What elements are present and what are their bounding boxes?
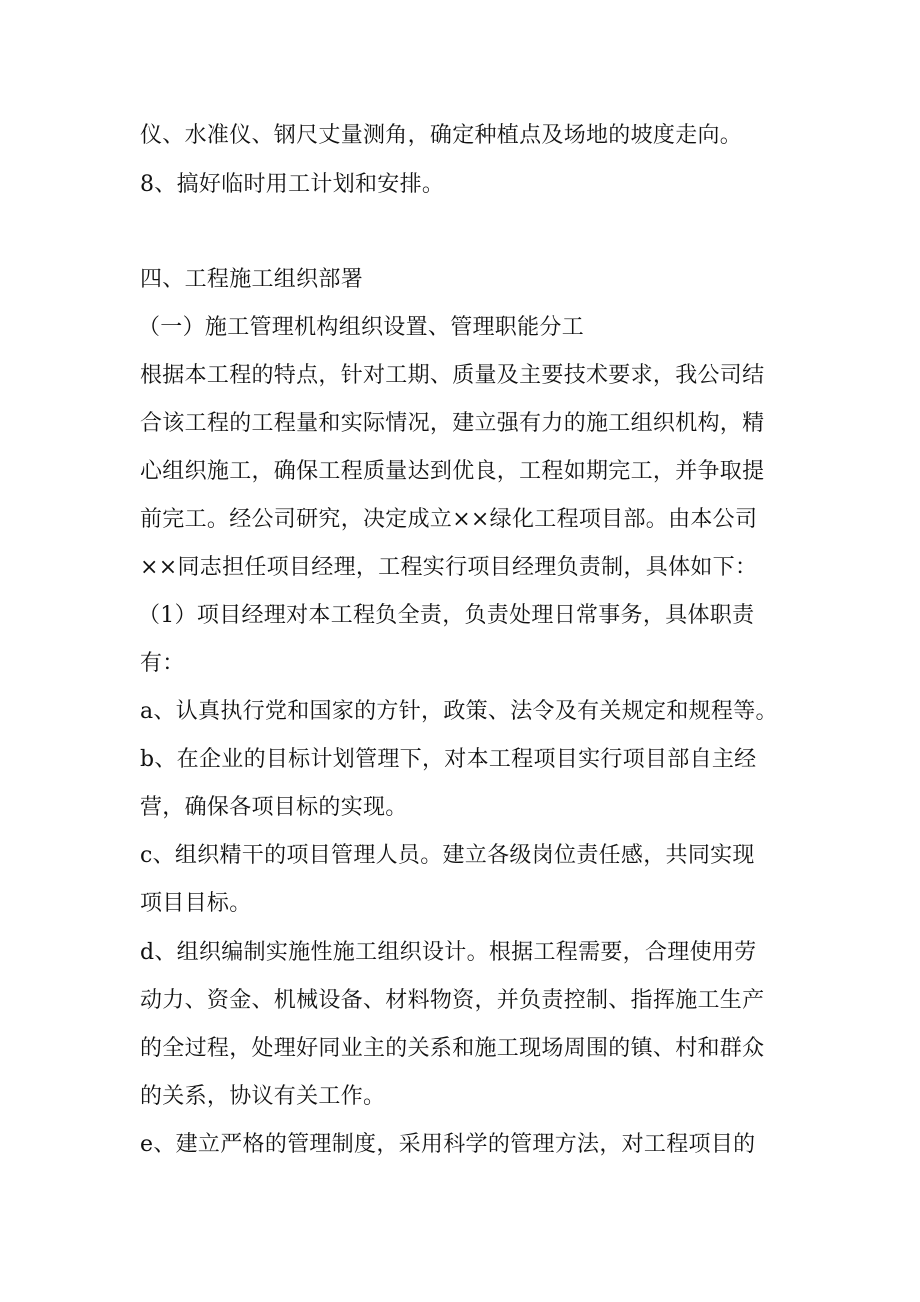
list-item-e: e、建立严格的管理制度，采用科学的管理方法，对工程项目的 <box>140 1132 756 1157</box>
text-line-6: 合该工程的工程量和实际情况，建立强有力的施工组织机构，精 <box>140 411 765 436</box>
section-heading: 四、工程施工组织部署 <box>140 267 364 292</box>
list-item-b: b、在企业的目标计划管理下，对本工程项目实行项目部自主经 <box>140 747 757 772</box>
text-line-11: 有： <box>140 651 185 676</box>
list-item-d-cont-2: 的全过程，处理好同业主的关系和施工现场周围的镇、村和群众 <box>140 1036 765 1061</box>
list-item-d-cont-3: 的关系，协议有关工作。 <box>140 1084 386 1109</box>
text-line-10: （1）项目经理对本工程负全责，负责处理日常事务，具体职责 <box>138 603 755 628</box>
list-item-c-cont: 项目目标。 <box>140 891 252 916</box>
text-line-8: 前完工。经公司研究，决定成立××绿化工程项目部。由本公司 <box>140 507 758 532</box>
list-item-c: c、组织精干的项目管理人员。建立各级岗位责任感，共同实现 <box>140 843 755 868</box>
list-item-d-cont-1: 动力、资金、机械设备、材料物资，并负责控制、指挥施工生产 <box>140 988 765 1013</box>
list-item-b-cont: 营，确保各项目标的实现。 <box>140 795 408 820</box>
text-line-7: 心组织施工，确保工程质量达到优良，工程如期完工，并争取提 <box>140 459 765 484</box>
subsection-heading: （一）施工管理机构组织设置、管理职能分工 <box>138 315 585 340</box>
list-item-d: d、组织编制实施性施工组织设计。根据工程需要，合理使用劳 <box>140 940 757 965</box>
text-line-1: 仪、水准仪、钢尺丈量测角，确定种植点及场地的坡度走向。 <box>140 123 743 148</box>
text-line-5: 根据本工程的特点，针对工期、质量及主要技术要求，我公司结 <box>140 363 765 388</box>
text-line-9: ××同志担任项目经理，工程实行项目经理负责制，具体如下： <box>140 555 758 580</box>
list-item-a: a、认真执行党和国家的方针，政策、法令及有关规定和规程等。 <box>140 699 778 724</box>
text-line-2: 8、搞好临时用工计划和安排。 <box>140 172 445 197</box>
